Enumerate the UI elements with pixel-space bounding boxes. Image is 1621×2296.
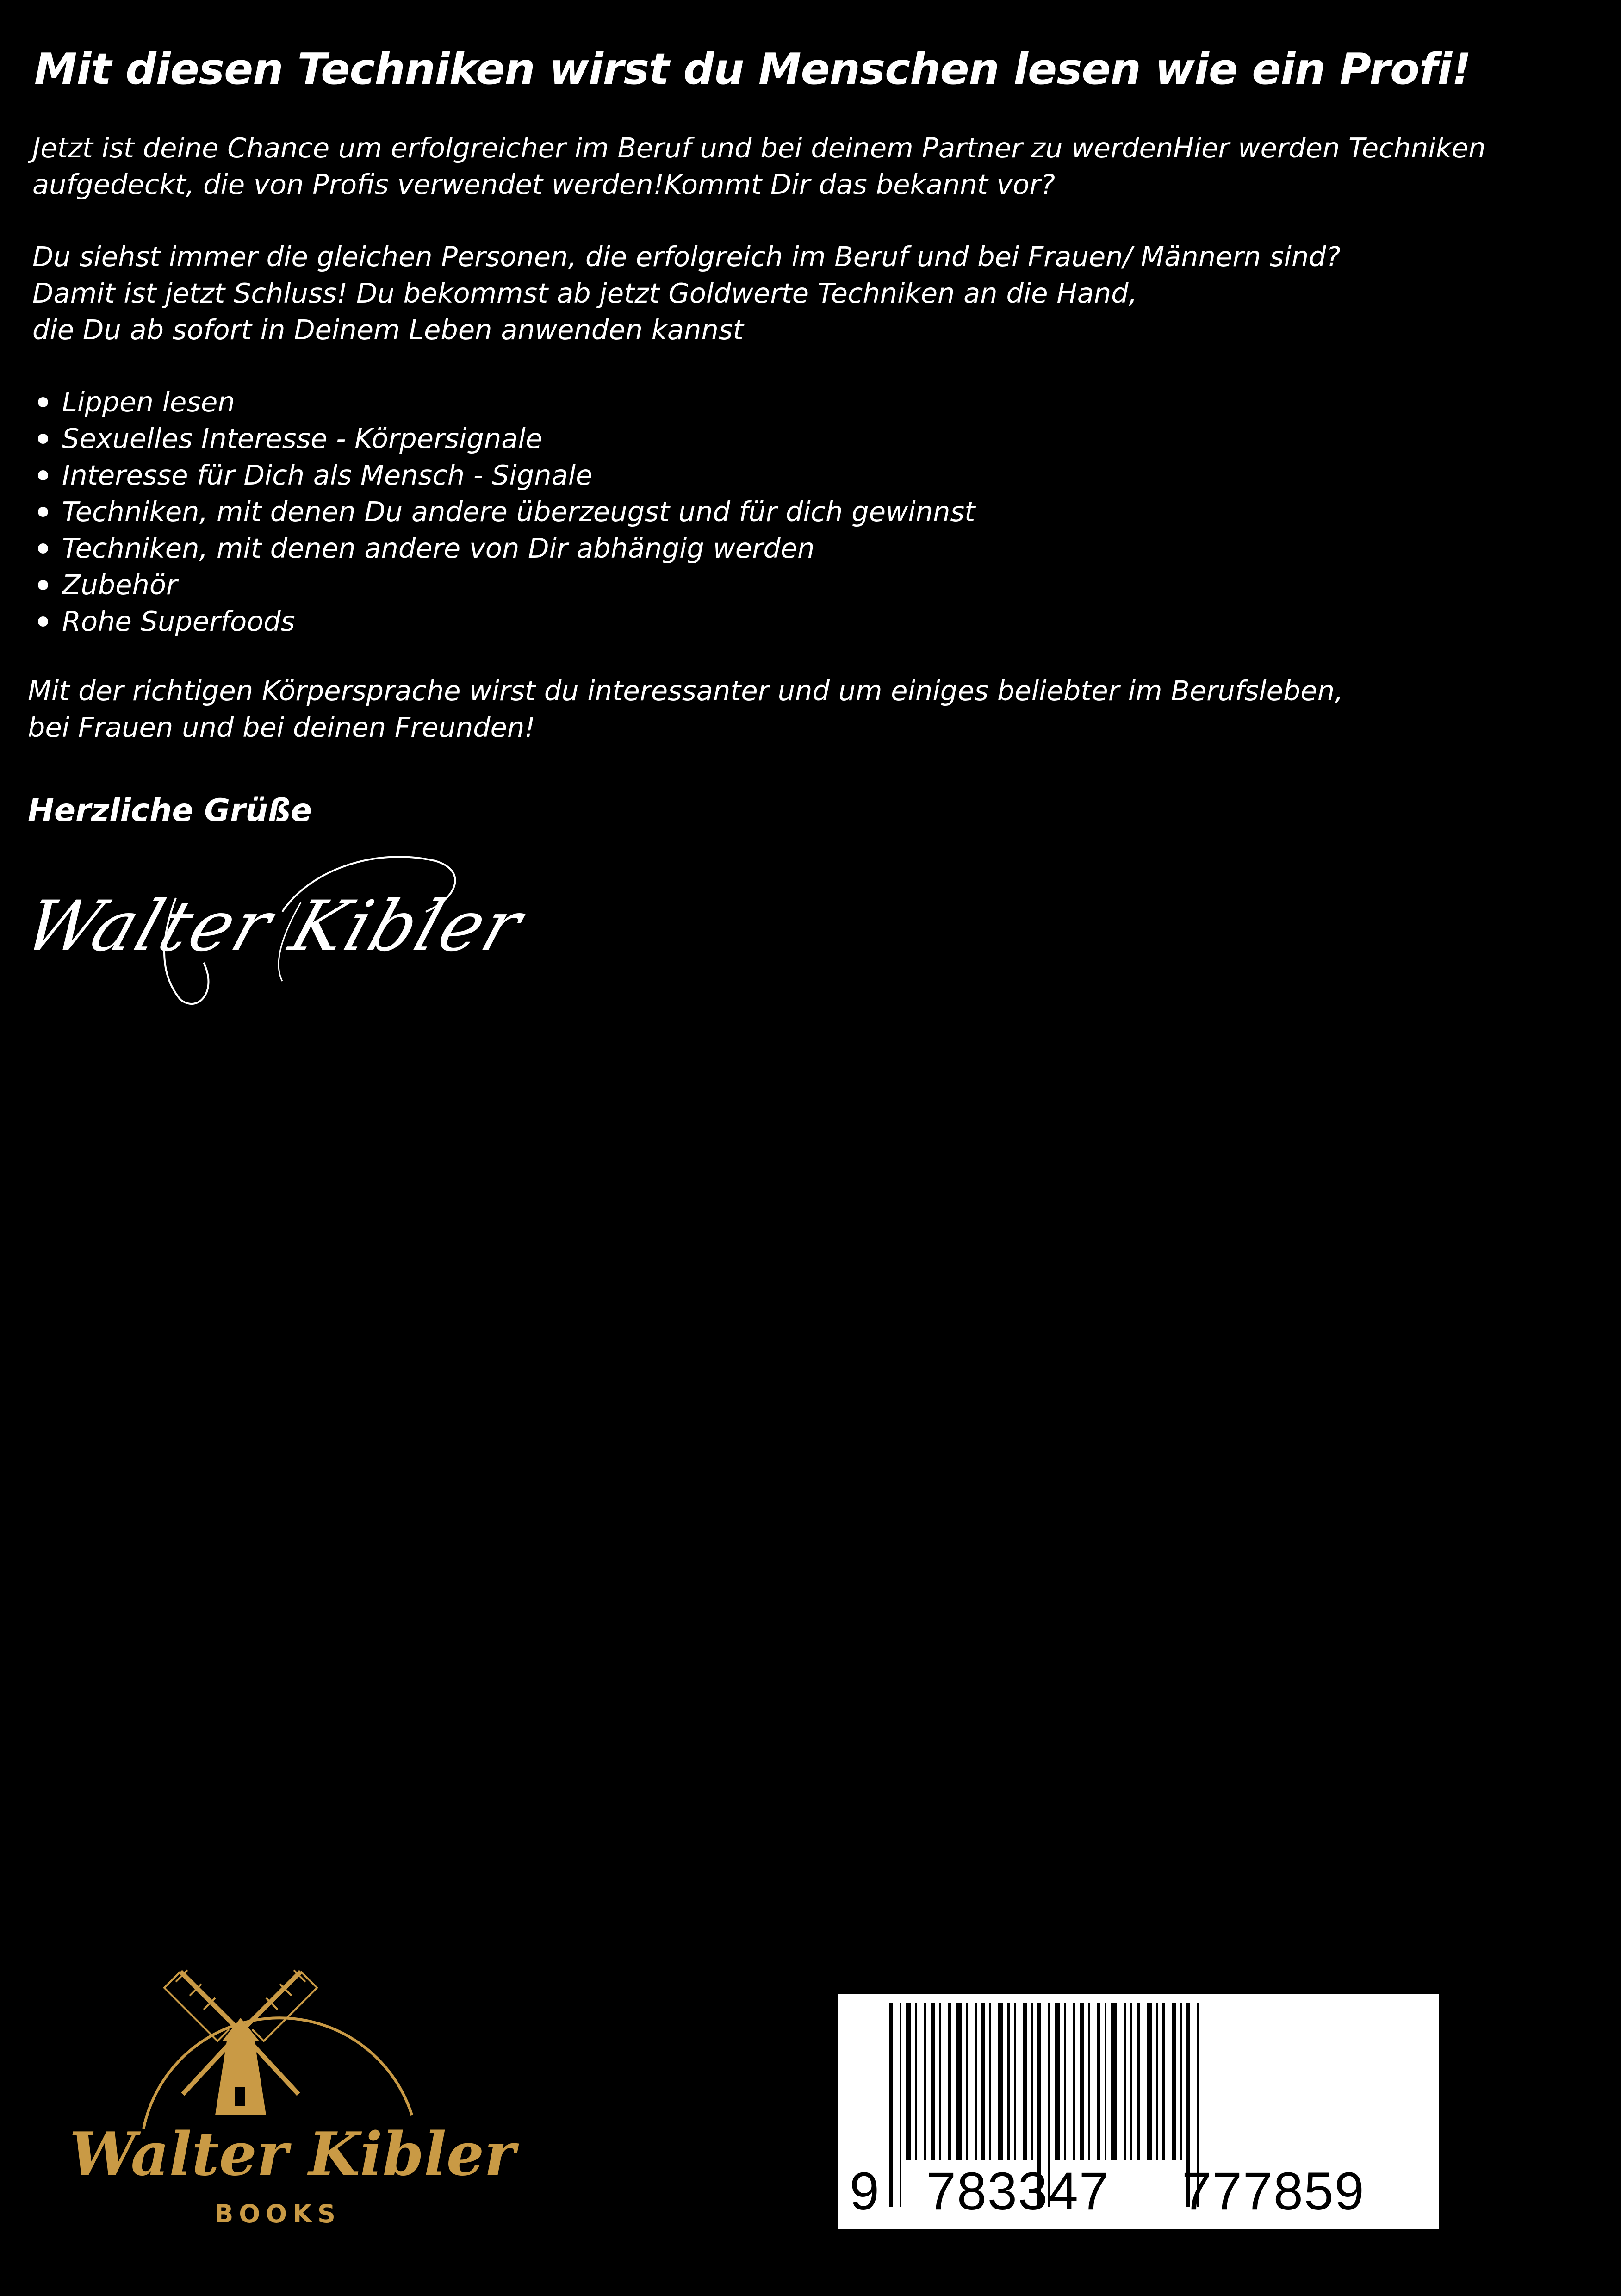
bullet-icon [38, 434, 48, 444]
barcode-bar [939, 2003, 941, 2160]
list-item-label: Rohe Superfoods [62, 605, 295, 637]
barcode-bar [1162, 2003, 1165, 2160]
barcode-bar [1130, 2003, 1132, 2160]
intro-line: Jetzt ist deine Chance um erfolgreicher im Beruf und bei deinem Partner zu werdenHier werden Techniken [32, 132, 1486, 164]
question-line: Du siehst immer die gleichen Personen, die erfolgreich im Beruf und bei Frauen/ Männern sind? [32, 241, 1341, 273]
intro-paragraph [32, 130, 1486, 203]
list-item [38, 566, 975, 603]
barcode-bar [1007, 2003, 1010, 2160]
barcode-bar [931, 2003, 935, 2160]
list-item [38, 530, 975, 566]
closing-line: bei Frauen und bei deinen Freunden! [28, 711, 536, 743]
barcode-digits-right: 777859 [1182, 2162, 1365, 2221]
barcode-bar [981, 2003, 985, 2160]
barcode-bar [915, 2003, 917, 2160]
barcode-bar [1124, 2003, 1126, 2160]
signature-text: Walter Kibler [14, 886, 533, 967]
bullet-icon [38, 616, 48, 627]
bullet-icon [38, 543, 48, 554]
barcode-bar [1031, 2003, 1033, 2160]
list-item-label: Techniken, mit denen Du andere überzeugst und für dich gewinnst [62, 496, 975, 528]
barcode-bar [889, 2003, 893, 2207]
barcode-bar [906, 2003, 911, 2160]
feature-list [38, 384, 975, 640]
list-item-label: Techniken, mit denen andere von Dir abhängig werden [62, 532, 815, 564]
barcode-bar [924, 2003, 926, 2160]
barcode-bar [1097, 2003, 1100, 2160]
closing-line: Mit der richtigen Körpersprache wirst du interessanter und um einiges beliebter im Berufsleben, [28, 675, 1343, 707]
barcode-bar [1147, 2003, 1152, 2160]
barcode-bar [989, 2003, 991, 2160]
bullet-icon [38, 397, 48, 407]
list-item-label: Lippen lesen [62, 386, 235, 418]
headline: Mit diesen Techniken wirst du Menschen lesen wie ein Profi! [34, 44, 1471, 94]
question-line: die Du ab sofort in Deinem Leben anwenden kannst [32, 314, 744, 346]
question-paragraph [32, 238, 1341, 348]
bullet-icon [38, 507, 48, 517]
list-item [38, 457, 975, 493]
barcode-bar [1105, 2003, 1106, 2160]
bullet-icon [38, 580, 48, 590]
list-item-label: Interesse für Dich als Mensch - Signale [62, 459, 593, 491]
barcode-bar [956, 2003, 962, 2160]
barcode-bar [900, 2003, 901, 2207]
barcode-bar [1111, 2003, 1117, 2160]
barcode-bar [1055, 2003, 1060, 2160]
barcode-bar [948, 2003, 951, 2160]
logo-subtitle: BOOKS [214, 2199, 341, 2228]
closing-paragraph [28, 672, 1343, 746]
windmill-icon [69, 1962, 515, 2240]
barcode-digits-left: 783347 [926, 2162, 1110, 2221]
barcode-bar [1073, 2003, 1075, 2160]
publisher-logo [69, 1962, 515, 2240]
barcode-bar [1180, 2003, 1182, 2160]
intro-line: aufgedeckt, die von Profis verwendet werden!Kommt Dir das bekannt vor? [32, 168, 1056, 200]
isbn-barcode [838, 1994, 1439, 2229]
list-item [38, 493, 975, 530]
barcode-bar [1064, 2003, 1066, 2160]
barcode-bar [1137, 2003, 1140, 2160]
question-line: Damit ist jetzt Schluss! Du bekommst ab jetzt Goldwerte Techniken an die Hand, [32, 277, 1137, 309]
barcode-digit-prefix: 9 [850, 2162, 880, 2221]
barcode-bar [1156, 2003, 1158, 2160]
barcode-bar [975, 2003, 977, 2160]
logo-brand: Walter Kibler [69, 2120, 515, 2189]
list-item-label: Sexuelles Interesse - Körpersignale [62, 423, 543, 454]
list-item [38, 603, 975, 640]
barcode-bar [966, 2003, 968, 2160]
barcode-bar [1172, 2003, 1176, 2160]
barcode-bar [1088, 2003, 1090, 2160]
barcode-bar [998, 2003, 1003, 2160]
barcode-bar [1014, 2003, 1016, 2160]
barcode-bar [1080, 2003, 1084, 2160]
barcode-bar [1023, 2003, 1027, 2160]
list-item [38, 420, 975, 457]
list-item [38, 384, 975, 420]
list-item-label: Zubehör [62, 569, 178, 601]
greeting: Herzliche Grüße [28, 792, 312, 829]
bullet-icon [38, 470, 48, 480]
signature [14, 842, 533, 1018]
